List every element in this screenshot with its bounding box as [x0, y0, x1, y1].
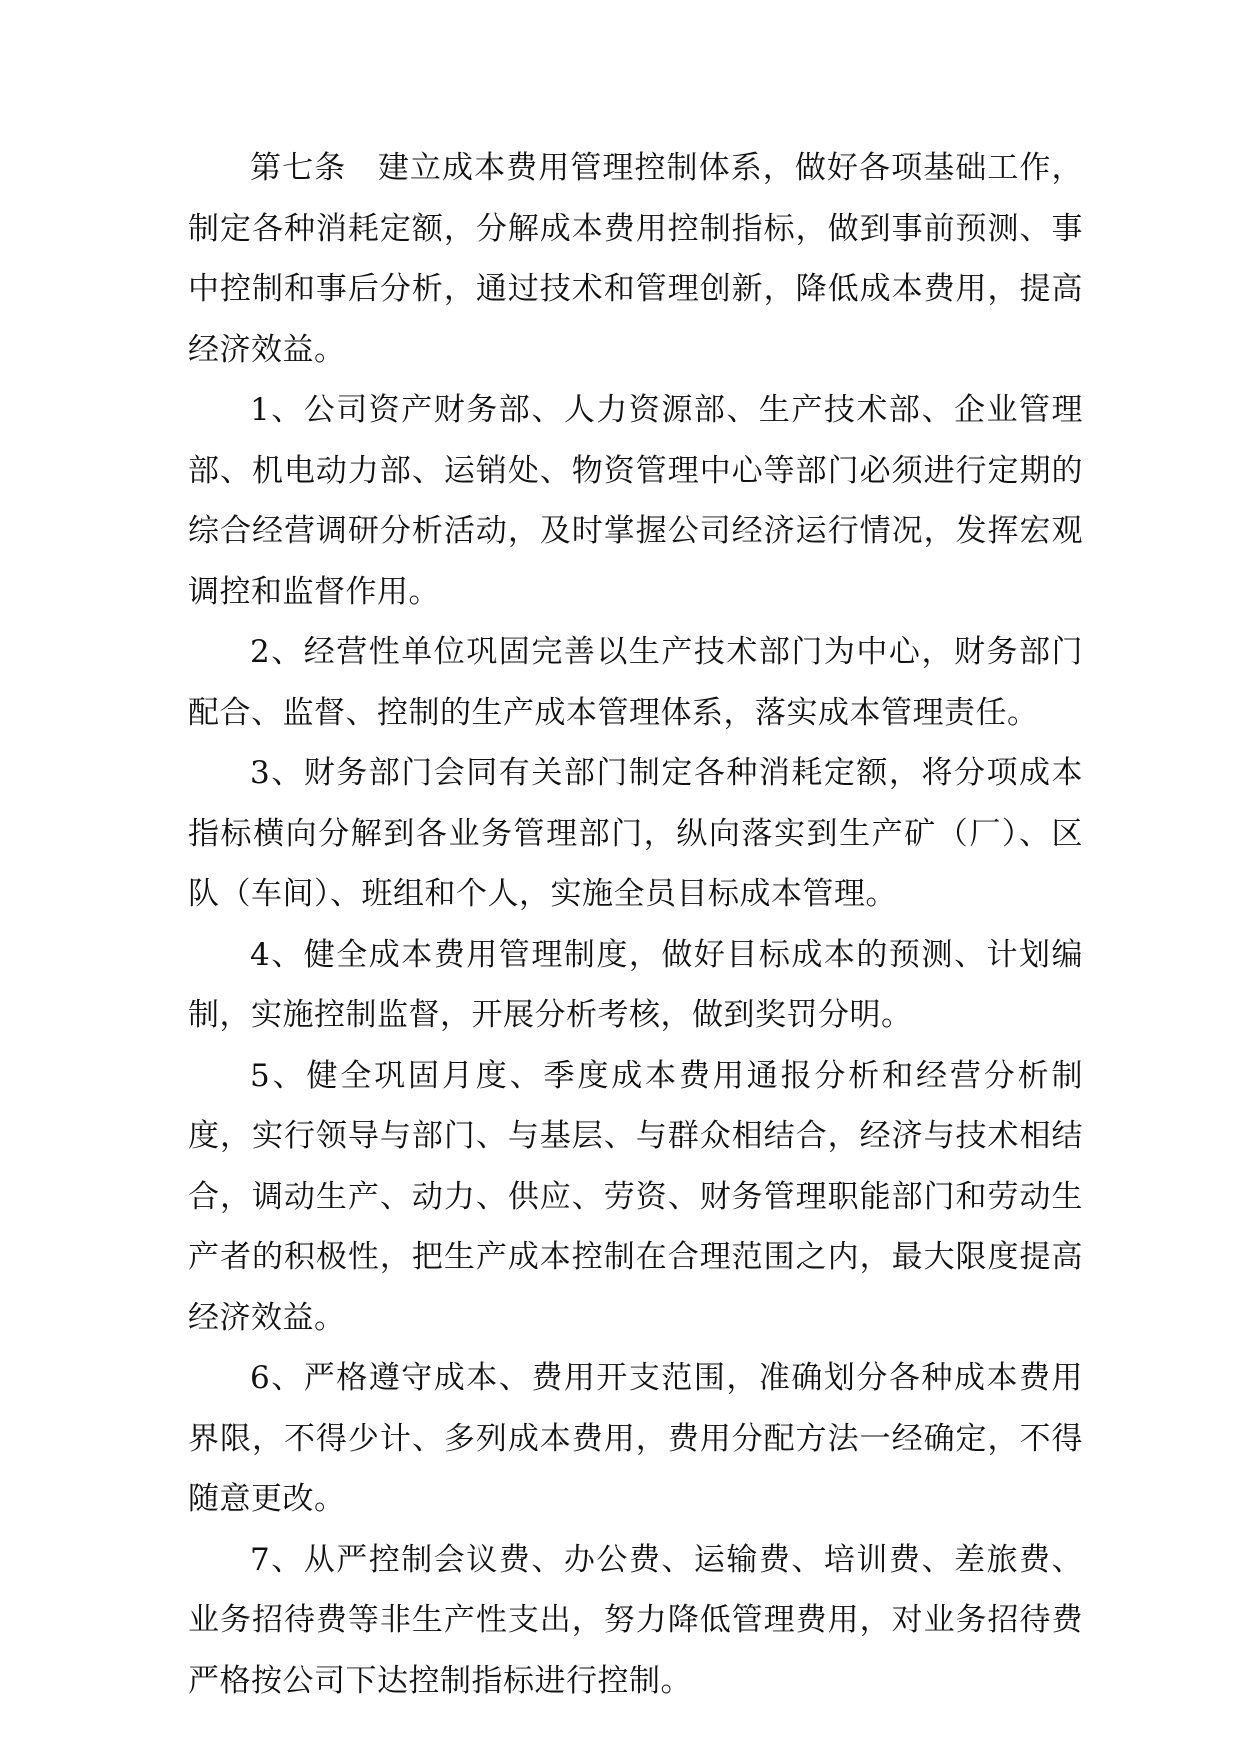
list-item-1: 1、公司资产财务部、人力资源部、生产技术部、企业管理部、机电动力部、运销处、物资管理中心等部门必须进行定期的综合经营调研分析活动，及时掌握公司经济运行情况，发挥宏观调控和监督作用。	[188, 392, 1083, 610]
list-item-4: 4、健全成本费用管理制度，做好目标成本的预测、计划编制，实施控制监督，开展分析考核，做到奖罚分明。	[188, 936, 1083, 1033]
list-item-6: 6、严格遵守成本、费用开支范围，准确划分各种成本费用界限，不得少计、多列成本费用，费用分配方法一经确定，不得随意更改。	[188, 1360, 1083, 1517]
document-page	[188, 138, 1083, 1711]
article-label: 第七条	[250, 150, 347, 186]
list-item-3: 3、财务部门会同有关部门制定各种消耗定额，将分项成本指标横向分解到各业务管理部门，纵向落实到生产矿（厂）、区队（车间）、班组和个人，实施全员目标成本管理。	[188, 755, 1083, 912]
article-text: 建立成本费用管理控制体系，做好各项基础工作，制定各种消耗定额，分解成本费用控制指标，做到事前预测、事中控制和事后分析，通过技术和管理创新，降低成本费用，提高经济效益。	[188, 150, 1084, 368]
list-item-7: 7、从严控制会议费、办公费、运输费、培训费、差旅费、业务招待费等非生产性支出，努力降低管理费用，对业务招待费严格按公司下达控制指标进行控制。	[188, 1541, 1083, 1699]
list-item-2: 2、经营性单位巩固完善以生产技术部门为中心，财务部门配合、监督、控制的生产成本管理体系，落实成本管理责任。	[188, 634, 1083, 731]
article-paragraph	[188, 138, 1083, 380]
list-item-5: 5、健全巩固月度、季度成本费用通报分析和经营分析制度，实行领导与部门、与基层、与群众相结合，经济与技术相结合，调动生产、动力、供应、劳资、财务管理职能部门和劳动生产者的积极性，把生产成本控制在合理范围之内，最大限度提高经济效益。	[188, 1057, 1083, 1336]
